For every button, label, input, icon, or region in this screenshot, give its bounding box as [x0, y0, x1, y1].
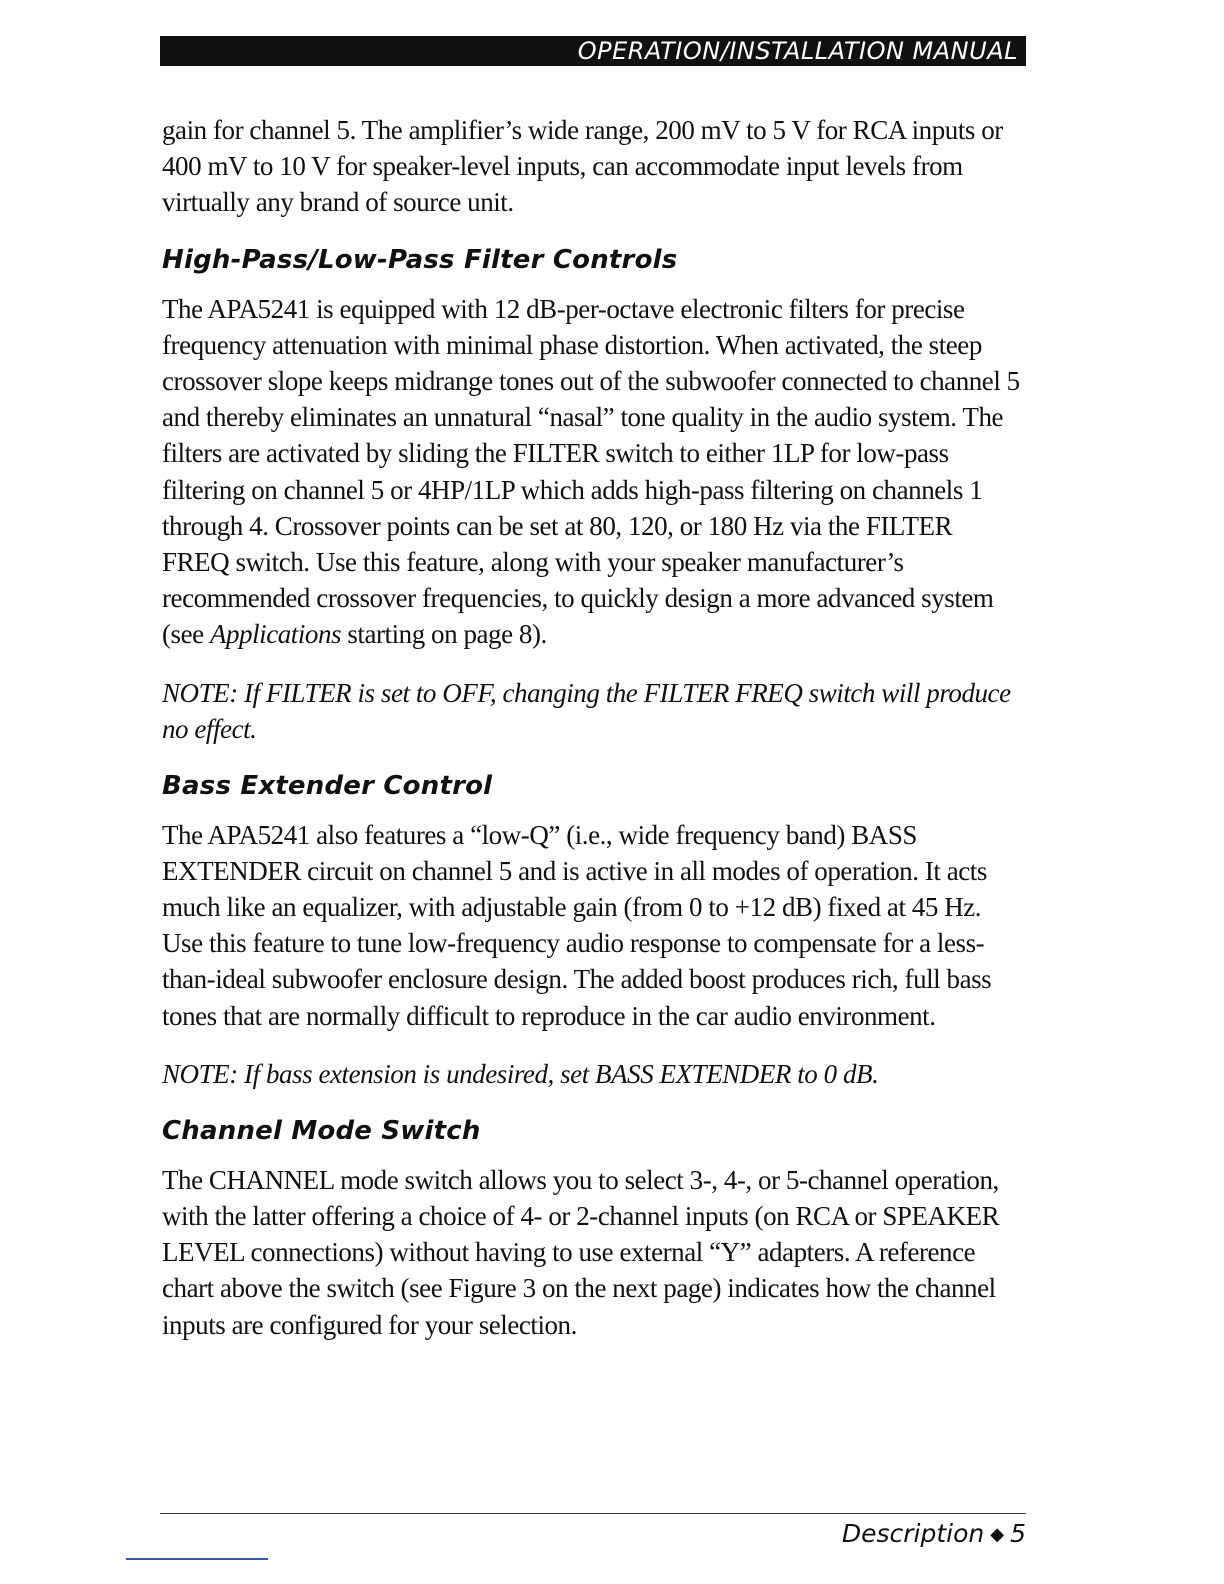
bass-extender-note: NOTE: If bass extension is undesired, set BASS EXTENDER to 0 dB.: [162, 1058, 879, 1089]
page-number: 5: [1010, 1519, 1026, 1548]
bass-extender-paragraph: The APA5241 also features a “low-Q” (i.e., wide frequency band) BASS EXTENDER circuit on channel 5 and is active in all modes of operation. It acts much like an equalizer, with adjustable gain (from 0 to +12 dB) fixed at 45 Hz. Use this feature to tune low-frequency audio response to compensate for a less-than-ideal subwoofer enclosure design. The added boost produces rich, full bass tones that are normally difficult to reproduce in the car audio environment.: [162, 819, 992, 1031]
filter-body-text-end: starting on page 8).: [341, 619, 547, 650]
page-content: [162, 112, 1024, 1365]
footer-divider: [160, 1513, 1026, 1514]
filter-body-text: The APA5241 is equipped with 12 dB-per-octave electronic filters for precise frequency attenuation with minimal phase distortion. When activated, the steep crossover slope keeps midrange tones out of the subwoofer connected to channel 5 and thereby eliminates an unnatural “nasal” tone quality in the audio system. The filters are activated by sliding the FILTER switch to either 1LP for low-pass filtering on channel 5 or 4HP/1LP which adds high-pass filtering on channels 1 through 4. Crossover points can be set at 80, 120, or 180 Hz via the FILTER FREQ switch. Use this feature, along with your speaker manufacturer’s recommended crossover frequencies, to quickly design a more advanced system (see: [162, 293, 1020, 650]
filter-controls-paragraph: [162, 291, 1024, 653]
intro-paragraph: gain for channel 5. The amplifier’s wide range, 200 mV to 5 V for RCA inputs or 400 mV to 10 V for speaker-level inputs, can accommodate input levels from virtually any brand of source unit.: [162, 115, 1003, 218]
channel-mode-paragraph: The CHANNEL mode switch allows you to select 3-, 4-, or 5-channel operation, with the latter offering a choice of 4- or 2-channel inputs (on RCA or SPEAKER LEVEL connections) without having to use external “Y” adapters. A reference chart above the switch (see Figure 3 on the next page) indicates how the channel inputs are configured for your selection.: [162, 1164, 1000, 1340]
scan-edge-mark: [126, 1558, 268, 1560]
manual-title: OPERATION/INSTALLATION MANUAL: [577, 37, 1018, 65]
filter-controls-heading: High-Pass/Low-Pass Filter Controls: [162, 244, 678, 275]
footer-section-label: Description: [841, 1519, 985, 1548]
header-bar: [160, 36, 1026, 66]
diamond-icon: ◆: [990, 1524, 1005, 1545]
bass-extender-heading: Bass Extender Control: [162, 770, 493, 801]
filter-note: NOTE: If FILTER is set to OFF, changing the FILTER FREQ switch will produce no effect.: [162, 677, 1011, 744]
channel-mode-heading: Channel Mode Switch: [162, 1115, 481, 1146]
applications-reference: Applications: [209, 619, 342, 650]
